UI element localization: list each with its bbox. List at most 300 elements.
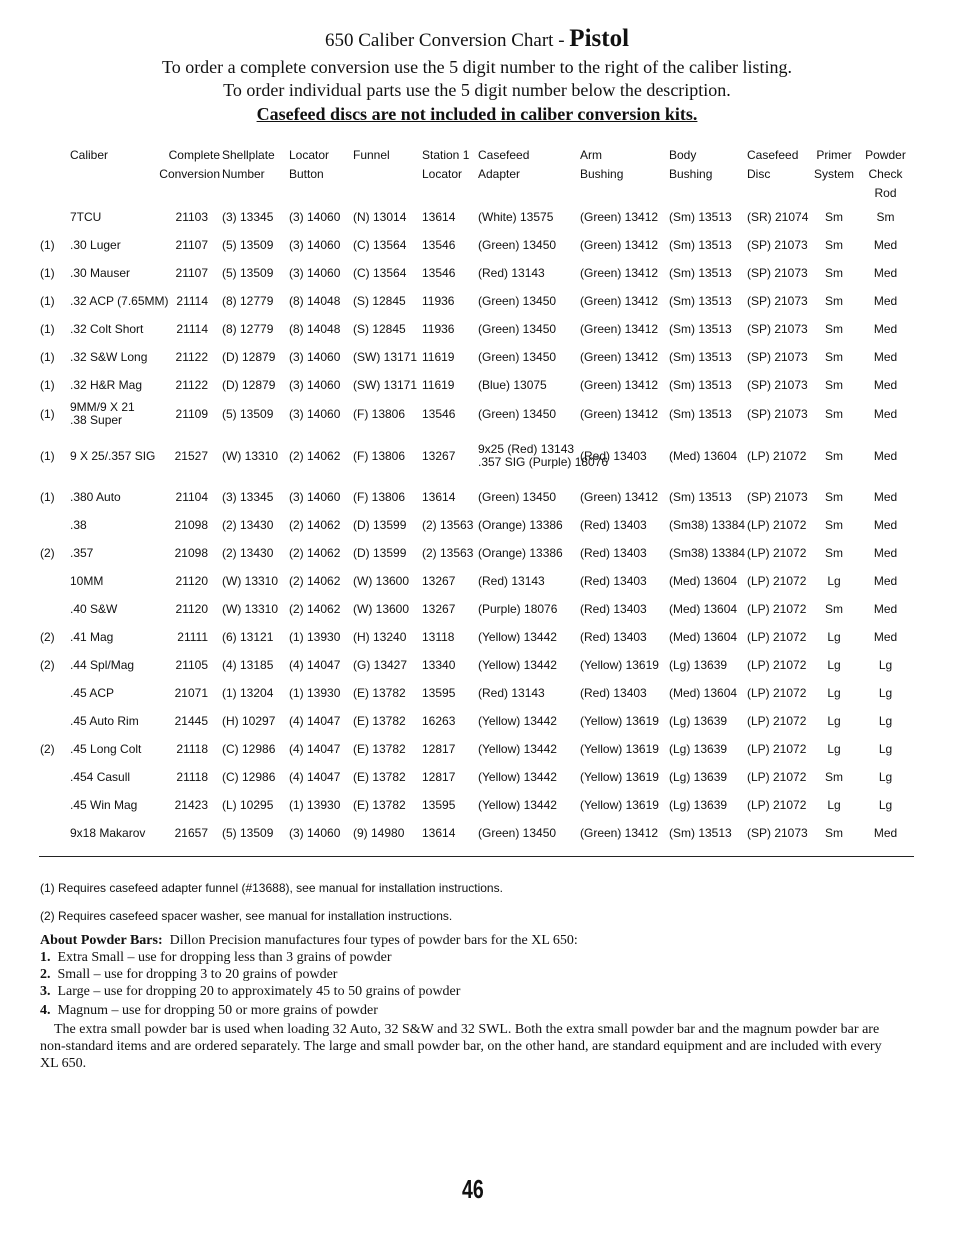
cell-shellplate: (5) 13509 [222,406,274,421]
table-row [38,623,914,651]
cell-station1-locator: 13546 [422,237,456,252]
cell-funnel: (E) 13782 [353,797,406,812]
cell-body-bushing: (Sm38) 13384 [669,517,746,532]
cell-note [38,595,68,623]
table-row [38,343,914,371]
column-header-funnel: Funnel [353,148,390,162]
cell-locator-button: (4) 14047 [289,657,341,672]
cell-caliber: .454 Casull [70,769,131,784]
cell-note: (1) [40,265,55,280]
table-row [38,287,914,315]
table-row [38,679,914,707]
table-row [38,483,914,511]
cell-casefeed-disc: (LP) 21072 [747,769,807,784]
cell-body-bushing: (Lg) 13639 [669,797,728,812]
cell-arm-bushing: (Red) 13403 [580,685,647,700]
cell-complete-conversion: 21120 [175,573,208,588]
cell-powder-check-rod: Med [873,237,898,252]
cell-complete-conversion: 21445 [174,713,208,728]
table-row [38,539,914,567]
cell-shellplate: (D) 12879 [222,377,276,392]
cell-powder-check-rod: Med [873,601,898,616]
cell-body-bushing: (Lg) 13639 [669,741,728,756]
cell-body-bushing: (Med) 13604 [669,601,738,616]
cell-caliber: .30 Luger [70,237,121,252]
cell-powder-check-rod: Med [873,293,898,308]
cell-note [38,707,68,735]
cell-note: (1) [40,448,55,463]
table-row [38,203,914,231]
cell-casefeed-adapter: (Green) 13450 [478,349,557,364]
cell-arm-bushing: (Yellow) 13619 [580,657,659,672]
cell-shellplate: (2) 13430 [222,517,274,532]
cell-powder-check-rod: Med [873,629,898,644]
cell-powder-check-rod: Lg [878,657,893,672]
cell-powder-check-rod: Med [873,321,898,336]
column-header-station1-locator: Station 1 Locator [422,148,470,181]
cell-note [38,763,68,791]
cell-arm-bushing: (Yellow) 13619 [580,741,659,756]
cell-arm-bushing: (Red) 13403 [580,545,647,560]
cell-note: (1) [40,349,55,364]
cell-casefeed-adapter: (Red) 13143 [478,573,545,588]
table-row [38,231,914,259]
page-number: 46 [462,1174,484,1204]
cell-locator-button: (3) 14060 [289,237,341,252]
cell-funnel: (E) 13782 [353,713,406,728]
cell-casefeed-disc: (SP) 21073 [747,377,808,392]
list-item: 2. Small – use for dropping 3 to 20 grains of powder [40,967,338,982]
cell-shellplate: (6) 13121 [222,629,274,644]
cell-casefeed-disc: (LP) 21072 [747,685,807,700]
cell-locator-button: (1) 13930 [289,685,341,700]
cell-station1-locator: 11619 [422,377,455,392]
cell-caliber: .32 Colt Short [70,321,144,336]
cell-station1-locator: 13595 [422,797,456,812]
column-header-locator-button: Locator Button [289,148,330,181]
cell-locator-button: (3) 14060 [289,825,341,840]
cell-complete-conversion: 21118 [176,769,208,784]
cell-arm-bushing: (Yellow) 13619 [580,797,659,812]
cell-station1-locator: 11936 [422,293,455,308]
cell-locator-button: (4) 14047 [289,741,341,756]
cell-shellplate: (5) 13509 [222,265,274,280]
cell-shellplate: (5) 13509 [222,825,274,840]
cell-body-bushing: (Sm) 13513 [669,293,732,308]
cell-casefeed-adapter: (Purple) 18076 [478,601,558,616]
cell-primer-system: Sm [825,237,843,252]
column-header-casefeed-adapter: Casefeed Adapter [478,148,530,181]
cell-complete-conversion: 21107 [175,265,208,280]
column-header-body-bushing: Body Bushing [669,148,713,181]
table-row [38,819,914,847]
cell-complete-conversion: 21114 [176,321,208,336]
cell-funnel: (C) 13564 [353,237,407,252]
cell-powder-check-rod: Med [873,545,898,560]
cell-body-bushing: (Med) 13604 [669,573,738,588]
cell-locator-button: (2) 14062 [289,517,341,532]
cell-note [38,679,68,707]
cell-funnel: (W) 13600 [353,573,410,588]
cell-station1-locator: 13614 [422,209,456,224]
cell-primer-system: Sm [825,517,843,532]
cell-primer-system: Sm [825,293,843,308]
cell-primer-system: Sm [825,489,843,504]
cell-primer-system: Sm [825,406,843,421]
cell-arm-bushing: (Green) 13412 [580,406,659,421]
cell-body-bushing: (Sm) 13513 [669,209,732,224]
cell-caliber: 9MM/9 X 21 .38 Super [70,400,135,427]
cell-arm-bushing: (Green) 13412 [580,321,659,336]
cell-body-bushing: (Sm) 13513 [669,265,732,280]
powder-bars-list [40,949,902,1019]
cell-funnel: (F) 13806 [353,489,406,504]
cell-note: (1) [40,489,55,504]
cell-shellplate: (1) 13204 [222,685,274,700]
cell-shellplate: (C) 12986 [222,769,276,784]
cell-casefeed-adapter: (Red) 13143 [478,265,545,280]
cell-casefeed-disc: (LP) 21072 [747,713,807,728]
cell-arm-bushing: (Red) 13403 [580,601,647,616]
cell-primer-system: Lg [827,797,841,812]
cell-casefeed-adapter: (Yellow) 13442 [478,741,557,756]
column-header-casefeed-disc: Casefeed Disc [747,148,799,181]
cell-shellplate: (5) 13509 [222,237,274,252]
cell-primer-system: Lg [827,713,841,728]
cell-primer-system: Sm [825,448,843,463]
cell-caliber: .45 ACP [70,685,115,700]
cell-caliber: .45 Win Mag [70,797,138,812]
cell-note [38,511,68,539]
cell-funnel: (SW) 13171 [353,349,418,364]
cell-casefeed-disc: (LP) 21072 [747,545,807,560]
cell-locator-button: (8) 14048 [289,293,341,308]
cell-body-bushing: (Sm) 13513 [669,237,732,252]
table-row [38,567,914,595]
cell-complete-conversion: 21071 [174,685,208,700]
cell-complete-conversion: 21114 [176,293,208,308]
cell-powder-check-rod: Lg [878,797,893,812]
cell-powder-check-rod: Med [873,349,898,364]
cell-shellplate: (H) 10297 [222,713,276,728]
cell-shellplate: (W) 13310 [222,601,279,616]
cell-caliber: .41 Mag [70,629,114,644]
cell-funnel: (S) 12845 [353,293,406,308]
cell-complete-conversion: 21423 [174,797,208,812]
cell-powder-check-rod: Med [873,406,898,421]
instruction-complete: To order a complete conversion use the 5 digit number to the right of the caliber listing. [161,57,793,77]
title-emphasis: Pistol [569,25,630,52]
column-header-primer-system: Primer System [813,148,854,181]
cell-arm-bushing: (Green) 13412 [580,265,659,280]
cell-note: (1) [40,406,55,421]
cell-note [38,791,68,819]
cell-body-bushing: (Med) 13604 [669,448,738,463]
column-header-shellplate: Shellplate Number [222,148,275,181]
cell-body-bushing: (Lg) 13639 [669,657,728,672]
casefeed-disc-note: Casefeed discs are not included in caliber conversion kits. [256,104,698,124]
cell-body-bushing: (Med) 13604 [669,629,738,644]
table-row [38,511,914,539]
cell-caliber: 7TCU [70,209,102,224]
table-row [38,259,914,287]
cell-shellplate: (2) 13430 [222,545,274,560]
cell-casefeed-adapter: (Green) 13450 [478,825,557,840]
cell-locator-button: (2) 14062 [289,545,341,560]
footnote-1: (1) Requires casefeed adapter funnel (#13688), see manual for installation instructions. [40,881,503,895]
cell-caliber: .30 Mauser [70,265,131,280]
cell-caliber: .45 Auto Rim [70,713,139,728]
cell-powder-check-rod: Med [873,489,898,504]
cell-funnel: (E) 13782 [353,685,406,700]
cell-caliber: .380 Auto [70,489,121,504]
cell-arm-bushing: (Red) 13403 [580,573,647,588]
cell-station1-locator: 12817 [422,741,456,756]
cell-arm-bushing: (Green) 13412 [580,209,659,224]
cell-complete-conversion: 21107 [175,237,208,252]
table-row [38,429,914,483]
table-row [38,595,914,623]
cell-locator-button: (3) 14060 [289,489,341,504]
cell-station1-locator: 12817 [422,769,456,784]
cell-caliber: .40 S&W [70,601,118,616]
cell-caliber: .44 Spl/Mag [70,657,135,672]
cell-casefeed-disc: (LP) 21072 [747,573,807,588]
cell-shellplate: (3) 13345 [222,209,274,224]
cell-casefeed-adapter: (Green) 13450 [478,489,557,504]
cell-note [38,819,68,847]
cell-station1-locator: 13614 [422,489,456,504]
cell-casefeed-disc: (SP) 21073 [747,237,808,252]
powder-bars-heading: About Powder Bars: [40,933,163,948]
cell-caliber: .32 H&R Mag [70,377,143,392]
cell-caliber: .357 [70,545,94,560]
list-item: 1. Extra Small – use for dropping less than 3 grains of powder [40,950,392,965]
powder-bars-body: The extra small powder bar is used when loading 32 Auto, 32 S&W and 32 SWL. Both the extra small powder bar and the magnum powder bar are non-standard items and are ordered separately. The large and small powder bar, on the other hand, are standard equipment and are included with every XL 650. [40,1022,882,1071]
cell-casefeed-disc: (LP) 21072 [747,601,807,616]
cell-casefeed-disc: (SP) 21073 [747,825,808,840]
cell-shellplate: (8) 12779 [222,321,274,336]
cell-primer-system: Lg [827,573,841,588]
cell-casefeed-adapter: (Green) 13450 [478,237,557,252]
cell-locator-button: (2) 14062 [289,573,341,588]
instruction-parts: To order individual parts use the 5 digit number below the description. [223,80,731,100]
cell-note: (2) [40,741,55,756]
cell-casefeed-adapter: (Orange) 13386 [478,517,563,532]
cell-powder-check-rod: Med [873,573,898,588]
cell-funnel: (H) 13240 [353,629,407,644]
powder-bars-intro-line [40,932,902,949]
column-header-powder-check-rod: Powder Check Rod [865,148,906,200]
cell-caliber: .32 ACP (7.65MM) [70,293,169,308]
cell-funnel: (D) 13599 [353,517,407,532]
table-row [38,791,914,819]
cell-casefeed-adapter: (Yellow) 13442 [478,657,557,672]
cell-primer-system: Sm [825,825,843,840]
cell-body-bushing: (Sm) 13513 [669,489,732,504]
cell-complete-conversion: 21122 [175,349,208,364]
cell-casefeed-disc: (SP) 21073 [747,406,808,421]
cell-casefeed-disc: (LP) 21072 [747,657,807,672]
cell-primer-system: Sm [825,349,843,364]
cell-primer-system: Lg [827,685,841,700]
cell-body-bushing: (Sm) 13513 [669,825,732,840]
cell-station1-locator: 13546 [422,406,456,421]
cell-casefeed-adapter: (Red) 13143 [478,685,545,700]
cell-body-bushing: (Med) 13604 [669,685,738,700]
list-item: 3. Large – use for dropping 20 to approximately 45 to 50 grains of powder [40,984,461,999]
cell-funnel: (E) 13782 [353,741,406,756]
cell-complete-conversion: 21103 [175,209,208,224]
cell-funnel: (9) 14980 [353,825,405,840]
cell-complete-conversion: 21111 [177,629,208,644]
cell-caliber: .38 [70,517,87,532]
cell-casefeed-adapter: (Yellow) 13442 [478,713,557,728]
cell-arm-bushing: (Red) 13403 [580,448,647,463]
cell-casefeed-disc: (SP) 21073 [747,321,808,336]
cell-arm-bushing: (Green) 13412 [580,349,659,364]
cell-primer-system: Sm [825,265,843,280]
cell-station1-locator: 11619 [422,349,455,364]
cell-complete-conversion: 21105 [175,657,208,672]
cell-body-bushing: (Sm) 13513 [669,349,732,364]
cell-powder-check-rod: Med [873,825,898,840]
cell-arm-bushing: (Green) 13412 [580,489,659,504]
cell-casefeed-disc: (SP) 21073 [747,265,808,280]
cell-casefeed-adapter: (Green) 13450 [478,406,557,421]
cell-shellplate: (C) 12986 [222,741,276,756]
cell-shellplate: (D) 12879 [222,349,276,364]
table-row [38,399,914,429]
cell-station1-locator: 13267 [422,573,456,588]
cell-note: (1) [40,293,55,308]
table-header-row [38,146,914,203]
column-header-complete-conversion: Complete Conversion [159,148,220,181]
cell-funnel: (E) 13782 [353,769,406,784]
table-row [38,315,914,343]
cell-caliber: 9 X 25/.357 SIG [70,448,156,463]
cell-shellplate: (8) 12779 [222,293,274,308]
cell-note: (2) [40,545,55,560]
cell-powder-check-rod: Med [873,377,898,392]
cell-station1-locator: 13267 [422,601,456,616]
cell-powder-check-rod: Med [873,517,898,532]
cell-locator-button: (3) 14060 [289,406,341,421]
page-header [0,24,954,126]
cell-note: (1) [40,237,55,252]
cell-locator-button: (8) 14048 [289,321,341,336]
table-row [38,651,914,679]
cell-station1-locator: 13267 [422,448,456,463]
cell-note: (2) [40,629,55,644]
cell-primer-system: Sm [825,769,843,784]
cell-locator-button: (4) 14047 [289,713,341,728]
cell-casefeed-adapter: (White) 13575 [478,209,554,224]
cell-station1-locator: 13118 [422,629,455,644]
cell-arm-bushing: (Green) 13412 [580,293,659,308]
cell-body-bushing: (Sm) 13513 [669,377,732,392]
chart-title [0,24,954,56]
cell-note: (2) [40,657,55,672]
cell-arm-bushing: (Green) 13412 [580,237,659,252]
cell-casefeed-adapter: (Blue) 13075 [478,377,547,392]
cell-complete-conversion: 21098 [174,545,208,560]
cell-casefeed-disc: (LP) 21072 [747,741,807,756]
column-header-caliber: Caliber [70,148,109,162]
cell-body-bushing: (Sm) 13513 [669,321,732,336]
cell-funnel: (F) 13806 [353,448,406,463]
cell-complete-conversion: 21098 [174,517,208,532]
cell-casefeed-disc: (SP) 21073 [747,489,808,504]
cell-caliber: .32 S&W Long [70,349,148,364]
cell-station1-locator: 13340 [422,657,456,672]
cell-locator-button: (2) 14062 [289,601,341,616]
cell-body-bushing: (Sm38) 13384 [669,545,746,560]
cell-body-bushing: (Lg) 13639 [669,713,728,728]
cell-powder-check-rod: Lg [878,685,893,700]
cell-complete-conversion: 21527 [174,448,208,463]
cell-funnel: (D) 13599 [353,545,407,560]
cell-powder-check-rod: Lg [878,741,893,756]
cell-station1-locator: 13546 [422,265,456,280]
cell-funnel: (F) 13806 [353,406,406,421]
cell-powder-check-rod: Med [873,448,898,463]
title-prefix: 650 Caliber Conversion Chart - [324,30,570,51]
cell-casefeed-adapter: (Yellow) 13442 [478,797,557,812]
cell-complete-conversion: 21120 [175,601,208,616]
cell-station1-locator: 13595 [422,685,456,700]
cell-locator-button: (3) 14060 [289,265,341,280]
cell-station1-locator: 16263 [422,713,456,728]
cell-primer-system: Sm [825,321,843,336]
cell-caliber: .45 Long Colt [70,741,142,756]
column-header-note [38,146,68,203]
cell-powder-check-rod: Sm [876,209,895,224]
cell-body-bushing: (Sm) 13513 [669,406,732,421]
cell-primer-system: Sm [825,601,843,616]
cell-arm-bushing: (Green) 13412 [580,825,659,840]
cell-locator-button: (4) 14047 [289,769,341,784]
cell-arm-bushing: (Red) 13403 [580,517,647,532]
cell-primer-system: Lg [827,741,841,756]
table-row [38,707,914,735]
table-body [38,203,914,847]
column-header-arm-bushing: Arm Bushing [580,148,624,181]
cell-primer-system: Sm [825,209,843,224]
cell-arm-bushing: (Yellow) 13619 [580,713,659,728]
cell-primer-system: Lg [827,657,841,672]
cell-note [38,567,68,595]
cell-funnel: (N) 13014 [353,209,407,224]
cell-arm-bushing: (Yellow) 13619 [580,769,659,784]
table-row [38,763,914,791]
powder-bars-section [40,932,902,1072]
table-row [38,371,914,399]
cell-funnel: (W) 13600 [353,601,410,616]
cell-caliber: 10MM [70,573,104,588]
cell-casefeed-disc: (LP) 21072 [747,517,807,532]
cell-powder-check-rod: Med [873,265,898,280]
cell-casefeed-disc: (SP) 21073 [747,293,808,308]
cell-complete-conversion: 21104 [175,489,208,504]
cell-shellplate: (3) 13345 [222,489,274,504]
cell-arm-bushing: (Red) 13403 [580,629,647,644]
cell-station1-locator: 11936 [422,321,455,336]
cell-locator-button: (1) 13930 [289,797,341,812]
cell-casefeed-disc: (LP) 21072 [747,797,807,812]
cell-station1-locator: 13614 [422,825,456,840]
cell-funnel: (G) 13427 [353,657,408,672]
